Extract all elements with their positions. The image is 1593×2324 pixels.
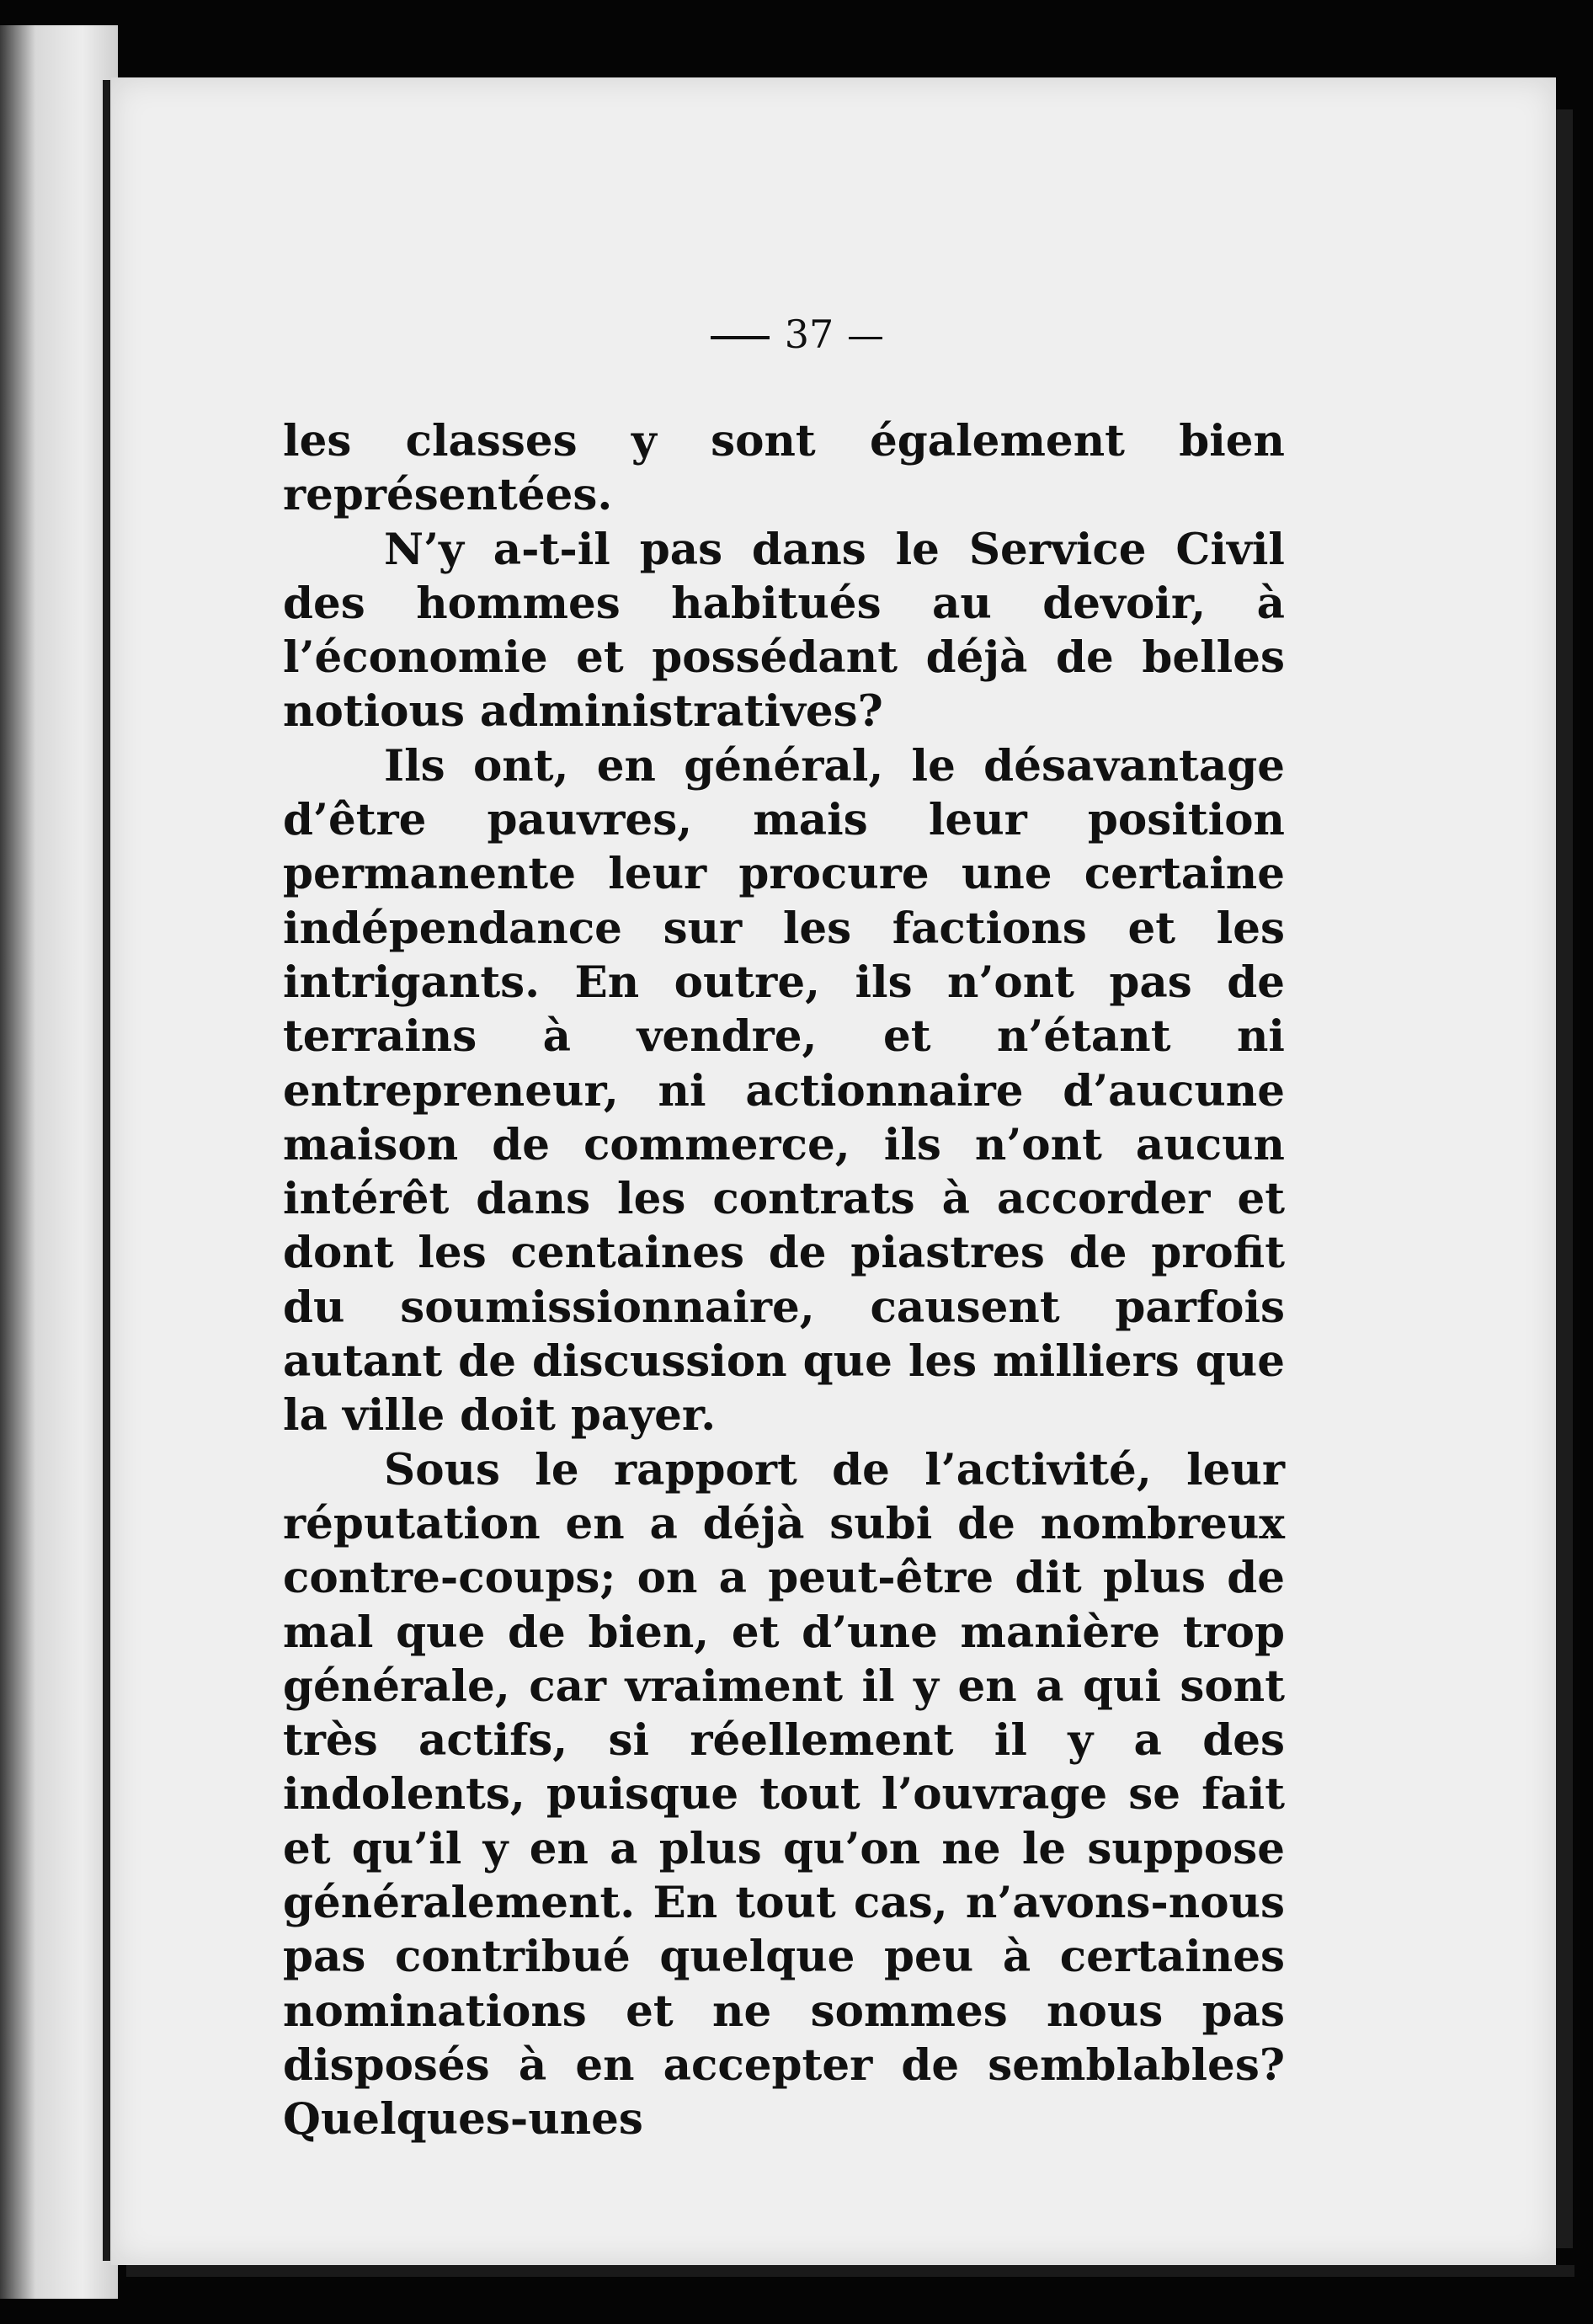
book-spine	[0, 25, 118, 2299]
paragraph-1: les classes y sont également bien représentées.	[283, 416, 1285, 521]
page-number-dash-left	[711, 336, 770, 339]
paragraph-3: Ils ont, en général, le désavantage d’être pauvres, mais leur position permanente leur procure une certaine indépendance sur les factions et les intrigants. En outre, ils n’ont pas de terrains à vendre, et n’étant ni entrepreneur, ni actionnaire d’aucune maison de commerce, ils n’ont aucun intérêt dans les contrats à accorder et dont les centaines de piastres de profit du soumissionnaire, causent parfois autant de discussion que les milliers que la ville doit payer.	[283, 740, 1285, 1442]
paragraph-4: Sous le rapport de l’activité, leur réputation en a déjà subi de nombreux contre-coups; on a peut-être dit plus de mal que de bien, et d’une manière trop générale, car vraiment il y en a qui sont très actifs, si réellement il y a des indolents, puisque tout l’ouvrage se fait et qu’il y en a plus qu’on ne le suppose généralement. En tout cas, n’avons-nous pas contribué quelque peu à certaines nominations et ne sommes nous pas disposés à en accepter de semblables? Quelques-unes	[283, 1444, 1285, 2145]
page-bottom-edge	[126, 2265, 1574, 2277]
page-right-edge	[1556, 109, 1573, 2248]
body-text	[283, 414, 1285, 2147]
gutter-shadow	[103, 80, 110, 2261]
page-number-value: 37	[784, 312, 834, 357]
paragraph-2: N’y a-t-il pas dans le Service Civil des hommes habitués au devoir, à l’économie et possédant déjà de belles notious administratives?	[283, 524, 1285, 738]
page-number-dash-right	[849, 337, 882, 339]
page-number	[0, 312, 1593, 357]
